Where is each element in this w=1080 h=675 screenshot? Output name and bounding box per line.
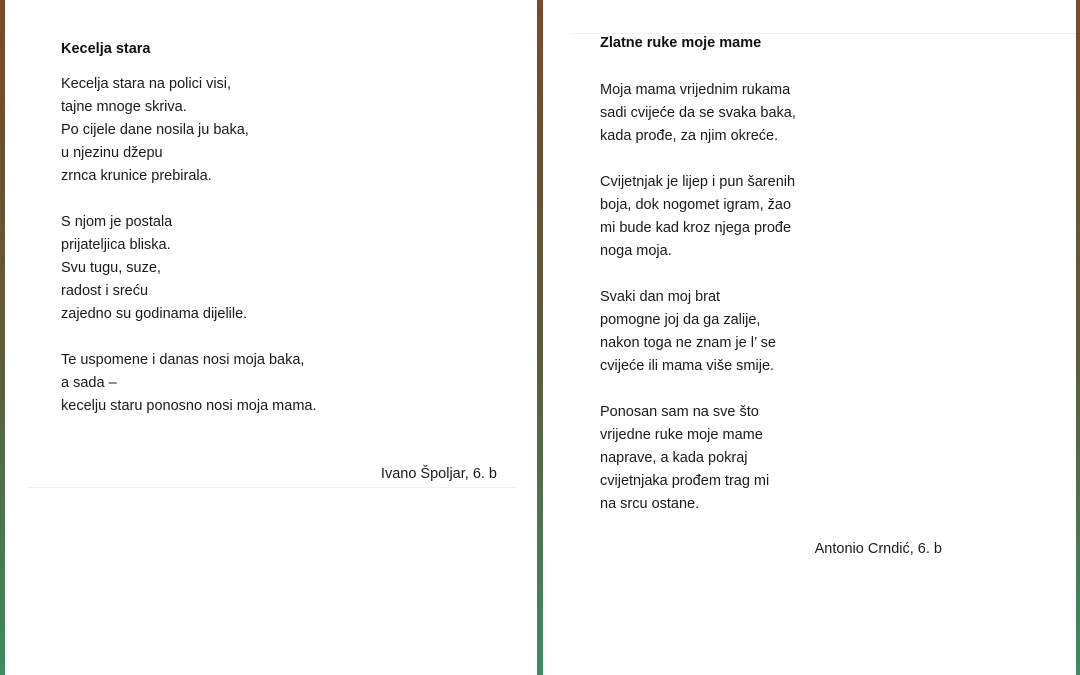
right-page xyxy=(543,0,1076,675)
poem-line: pomogne joj da ga zalije, xyxy=(600,312,761,328)
right-poem-body xyxy=(600,79,796,539)
left-stanza-1 xyxy=(61,73,317,188)
poem-line: boja, dok nogomet igram, žao xyxy=(600,197,792,213)
page-edge-divider xyxy=(27,487,517,488)
poem-line: sadi cvijeće da se svaka baka, xyxy=(600,105,796,121)
poem-line: Moja mama vrijednim rukama xyxy=(600,82,791,98)
poem-line: tajne mnoge skriva. xyxy=(61,99,187,115)
right-poem-title: Zlatne ruke moje mame xyxy=(600,35,762,51)
poem-line: Ponosan sam na sve što xyxy=(600,404,759,420)
left-poem-author: Ivano Špoljar, 6. b xyxy=(380,466,497,482)
poem-line: u njezinu džepu xyxy=(61,145,163,161)
poem-line: Cvijetnjak je lijep i pun šarenih xyxy=(600,174,796,190)
poem-line: cvijetnjaka prođem trag mi xyxy=(600,473,770,489)
poem-line: vrijedne ruke moje mame xyxy=(600,427,763,443)
right-stanza-1 xyxy=(600,79,796,148)
poem-line: Te uspomene i danas nosi moja baka, xyxy=(61,352,305,368)
poem-line: nakon toga ne znam je l’ se xyxy=(600,335,776,351)
page-edge-divider xyxy=(571,33,1076,34)
right-stanza-3 xyxy=(600,286,796,378)
left-stanza-2 xyxy=(61,211,317,326)
left-stanza-3 xyxy=(61,349,317,418)
poem-line: kecelju staru ponosno nosi moja mama. xyxy=(61,398,317,414)
poem-line: zrnca krunice prebirala. xyxy=(61,168,212,184)
left-poem-title: Kecelja stara xyxy=(61,41,151,57)
right-stanza-2 xyxy=(600,171,796,263)
right-stanza-4 xyxy=(600,401,796,516)
poem-line: radost i sreću xyxy=(61,283,149,299)
left-page xyxy=(5,0,537,675)
poem-line: zajedno su godinama dijelile. xyxy=(61,306,248,322)
poem-line: na srcu ostane. xyxy=(600,496,700,512)
right-poem-author: Antonio Crndić, 6. b xyxy=(814,541,942,557)
poem-line: a sada – xyxy=(61,375,117,391)
poem-line: Po cijele dane nosila ju baka, xyxy=(61,122,249,138)
poem-line: kada prođe, za njim okreće. xyxy=(600,128,779,144)
left-poem-body xyxy=(61,73,317,441)
poem-line: Kecelja stara na polici visi, xyxy=(61,76,232,92)
poem-line: noga moja. xyxy=(600,243,672,259)
poem-line: S njom je postala xyxy=(61,214,173,230)
poem-line: mi bude kad kroz njega prođe xyxy=(600,220,792,236)
poem-line: naprave, a kada pokraj xyxy=(600,450,748,466)
poem-line: Svaki dan moj brat xyxy=(600,289,721,305)
poem-line: cvijeće ili mama više smije. xyxy=(600,358,775,374)
poem-line: prijateljica bliska. xyxy=(61,237,171,253)
poem-line: Svu tugu, suze, xyxy=(61,260,161,276)
